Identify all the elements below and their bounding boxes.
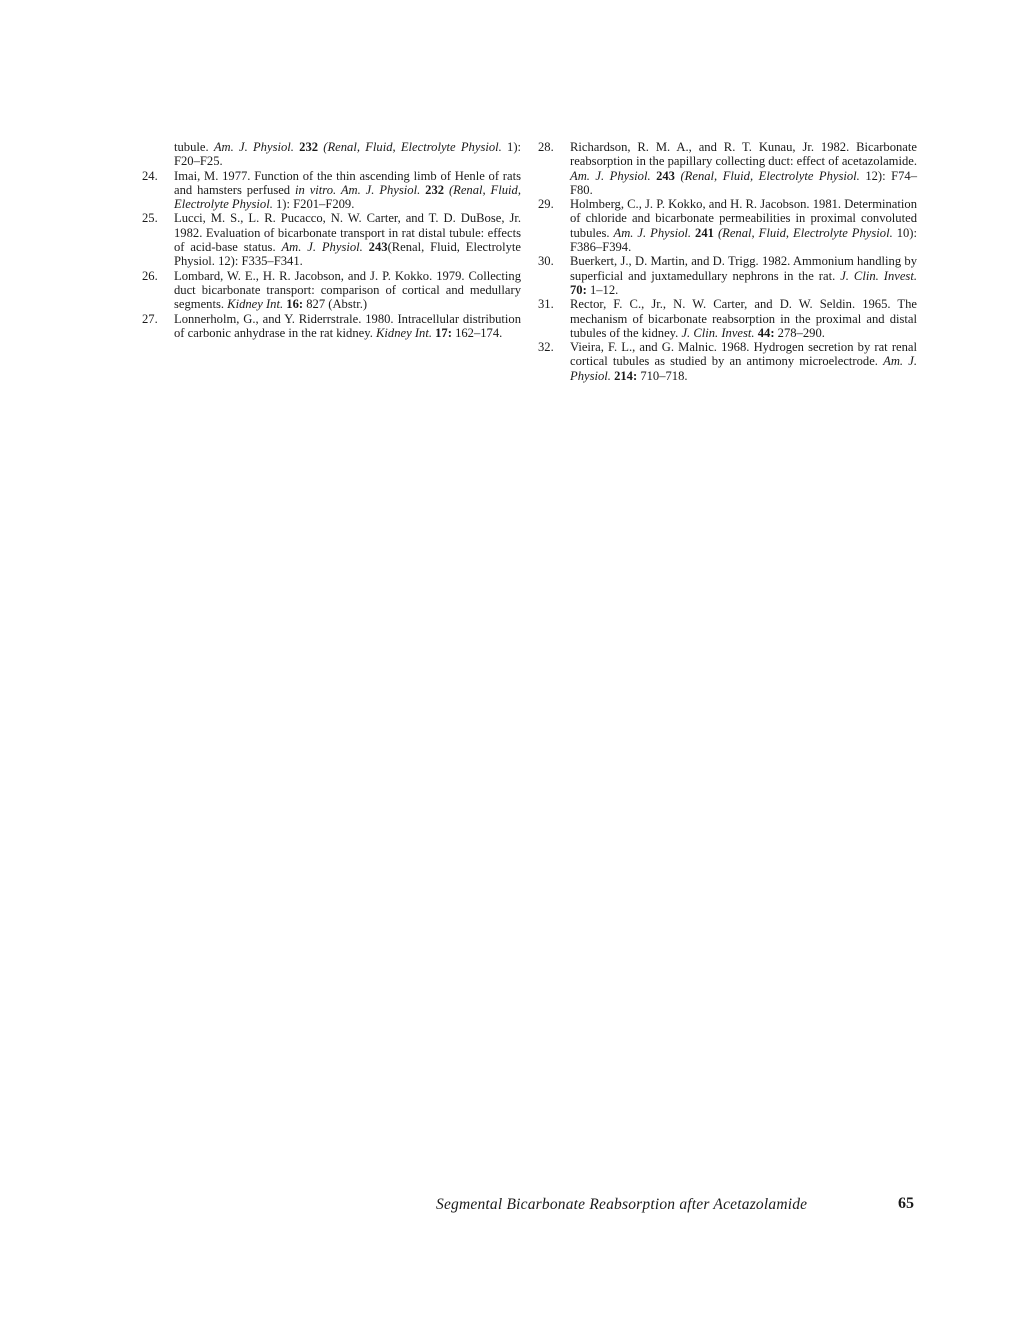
page-number: 65 bbox=[898, 1195, 914, 1212]
reference-text-segment: 16: bbox=[283, 297, 304, 312]
reference-text-segment: Am. J. Physiol. bbox=[213, 140, 294, 154]
reference-column-left bbox=[142, 140, 522, 340]
reference-text-segment: 1–12. bbox=[586, 282, 619, 297]
reference-text-segment: Vieira, F. L., and G. Malnic. 1968. Hydrogen secretion by rat renal cortical tubules as studied by an antimony microelectrode. bbox=[570, 340, 917, 369]
reference-text-segment: 70: bbox=[570, 282, 587, 297]
reference-text-segment: 12): F74–F80. bbox=[570, 168, 918, 197]
reference-text-segment: 1): F20–F25. bbox=[174, 140, 522, 169]
reference-text-segment: J. Clin. Invest. bbox=[681, 325, 755, 340]
reference-number: 28. bbox=[538, 140, 554, 154]
reference-text-segment: Kidney Int. bbox=[376, 325, 432, 340]
reference-text-segment: Rector, F. C., Jr., N. W. Carter, and D. W. Seldin. 1965. The mechanism of bicarbonate reabsorption in the proximal and distal tubules of the kidney. bbox=[570, 297, 917, 340]
reference-text-segment: (Renal, Fluid, Electrolyte Physiol. bbox=[174, 182, 521, 212]
reference-text-segment: Am. J. Physiol. bbox=[281, 240, 363, 255]
reference-entry bbox=[538, 140, 918, 197]
reference-text-segment: (Renal, Fluid, Electrolyte Physiol. 12): F335–F341. bbox=[174, 240, 521, 269]
reference-entry bbox=[142, 168, 521, 212]
running-title: Segmental Bicarbonate Reabsorption after Acetazolamide bbox=[436, 1196, 808, 1213]
reference-number: 30. bbox=[538, 254, 554, 269]
reference-text-segment: 17: bbox=[431, 325, 452, 340]
reference-number: 24. bbox=[142, 168, 158, 183]
reference-entry bbox=[538, 297, 917, 340]
reference-text-segment: Imai, M. 1977. Function of the thin ascending limb of Henle of rats and hamsters perfused bbox=[174, 168, 521, 197]
reference-text-segment: (Renal, Fluid, Electrolyte Physiol. bbox=[323, 140, 502, 154]
reference-text-segment: Am. J. Physiol. bbox=[613, 225, 692, 240]
reference-text-segment: Buerkert, J., D. Martin, and D. Trigg. 1982. Ammonium handling by superficial and juxtamedullary nephrons in the rat. bbox=[570, 254, 917, 283]
reference-entry bbox=[142, 311, 521, 341]
reference-column-right bbox=[538, 140, 918, 383]
reference-entry bbox=[142, 211, 521, 269]
reference-number: 29. bbox=[538, 197, 554, 212]
reference-text-segment: 232 bbox=[293, 140, 324, 154]
reference-text-segment: Lonnerholm, G., and Y. Riderrstrale. 1980. Intracellular distribution of carbonic anhydrase in the rat kidney. bbox=[174, 311, 521, 340]
reference-number: 26. bbox=[142, 268, 158, 283]
reference-entry bbox=[538, 197, 918, 255]
reference-entry bbox=[538, 340, 917, 383]
reference-text-segment: 710–718. bbox=[637, 368, 688, 383]
reference-entry bbox=[538, 254, 917, 297]
reference-text-segment: Lucci, M. S., L. R. Pucacco, N. W. Carter, and T. D. DuBose, Jr. 1982. Evaluation of bicarbonate transport in rat distal tubule: effects of acid-base status. bbox=[174, 211, 521, 255]
reference-text-segment: (Renal, Fluid, Electrolyte Physiol. bbox=[717, 225, 893, 240]
reference-text-segment: 162–174. bbox=[451, 325, 503, 340]
reference-text-segment: Holmberg, C., J. P. Kokko, and H. R. Jacobson. 1981. Determination of chloride and bicarbonate permeabilities in proximal convoluted tubules. bbox=[570, 197, 917, 240]
reference-text-segment: tubule. bbox=[174, 140, 214, 154]
reference-text-segment: in vitro. Am. J. Physiol. bbox=[295, 182, 421, 197]
reference-text-segment: 214: bbox=[610, 368, 638, 383]
reference-text-segment: 243 bbox=[650, 168, 681, 183]
reference-number: 31. bbox=[538, 297, 554, 312]
reference-text-segment: Am. J. Physiol. bbox=[570, 354, 917, 383]
reference-number: 25. bbox=[142, 211, 158, 226]
reference-text-segment: (Renal, Fluid, Electrolyte Physiol. bbox=[680, 168, 860, 183]
reference-text-segment: 1): F201–F209. bbox=[272, 197, 355, 212]
reference-text-segment: Richardson, R. M. A., and R. T. Kunau, Jr. 1982. Bicarbonate reabsorption in the papillary collecting duct: effect of acetazolamide. bbox=[570, 140, 917, 169]
reference-text-segment: 278–290. bbox=[774, 325, 825, 340]
reference-entry bbox=[142, 268, 521, 312]
reference-text-segment: 232 bbox=[420, 182, 449, 197]
reference-entry bbox=[165, 140, 521, 169]
reference-number: 27. bbox=[142, 311, 158, 326]
reference-text-segment: Kidney Int. bbox=[227, 297, 284, 312]
reference-text-segment: Am. J. Physiol. bbox=[570, 168, 651, 183]
reference-text-segment: 44: bbox=[754, 325, 775, 340]
reference-text-segment: 243 bbox=[362, 240, 388, 255]
reference-text-segment: 827 (Abstr.) bbox=[303, 297, 368, 312]
reference-text-segment: J. Clin. Invest. bbox=[840, 268, 917, 283]
reference-number: 32. bbox=[538, 340, 554, 355]
reference-text-segment: Lombard, W. E., H. R. Jacobson, and J. P. Kokko. 1979. Collecting duct bicarbonate transport: comparison of cortical and medullary segments. bbox=[174, 268, 521, 312]
reference-text-segment: 241 bbox=[691, 225, 718, 240]
reference-text-segment: 10): F386–F394. bbox=[570, 225, 918, 255]
